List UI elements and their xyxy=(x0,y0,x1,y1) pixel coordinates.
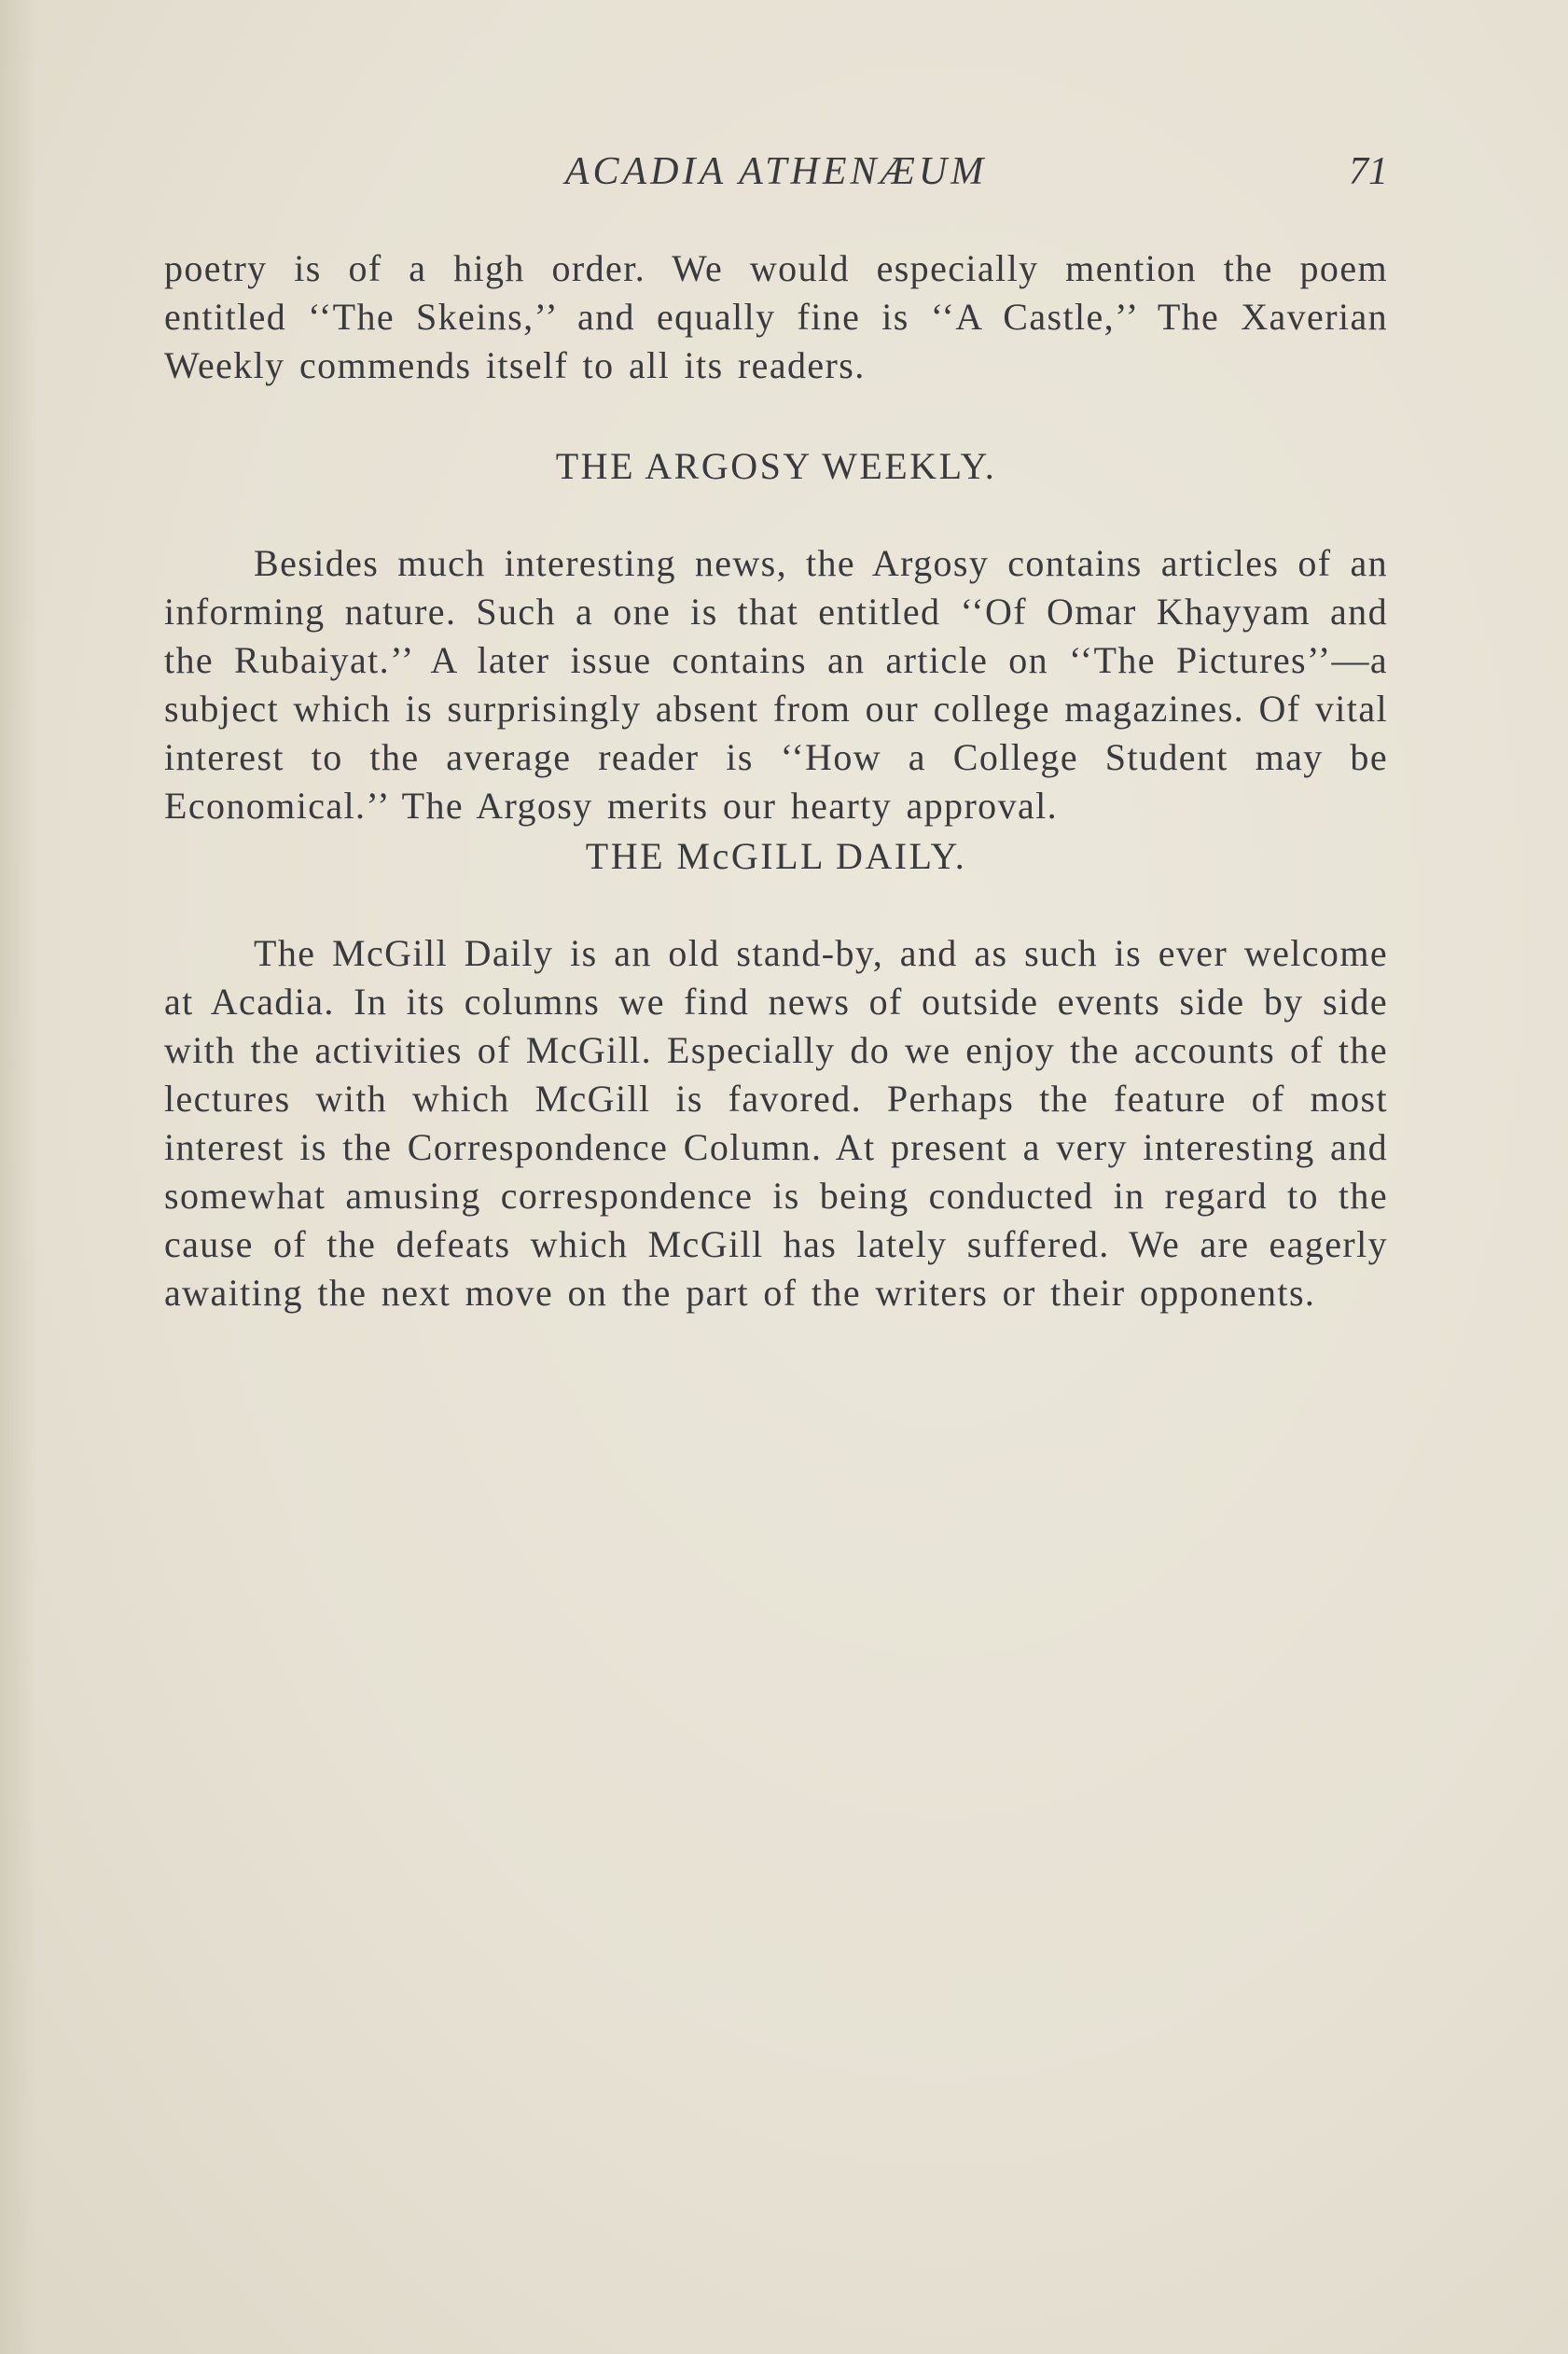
argosy-heading: THE ARGOSY WEEKLY. xyxy=(555,445,997,487)
page-number: 71 xyxy=(1349,150,1388,193)
mcgill-paragraph: The McGill Daily is an old stand-by, and as such is ever welcome at Acadia. In its columns we find news of outside events side by side with the activities of McGill. Especially do we enjoy the accounts of the lectures with which McGill is favored. Perhaps the feature of most interest is the Correspondence Column. At present a very interesting and somewhat amusing correspondence is being conducted in regard to the cause of the defeats which McGill has lately suffered. We are eagerly awaiting the next move on the part of the writers or their opponents. xyxy=(164,932,1388,1314)
mcgill-heading: THE McGILL DAILY. xyxy=(585,835,967,877)
opening-paragraph: poetry is of a high order. We would especially mention the poem entitled ‘‘The Skeins,’’ and equally fine is ‘‘A Castle,’’ The Xaverian Weekly commends itself to all its readers. xyxy=(164,247,1388,386)
page-spine-shadow xyxy=(0,0,37,2354)
page-header xyxy=(164,149,1388,205)
argosy-paragraph: Besides much interesting news, the Argosy contains articles of an informing nature. Such a one is that entitled ‘‘Of Omar Khayyam and the Rubaiyat.’’ A later issue contains an article on ‘‘The Pictures’’—a subject which is surprisingly absent from our college magazines. Of vital interest to the average reader is ‘‘How a College Student may be Economical.’’ The Argosy merits our hearty approval. xyxy=(164,542,1388,827)
page-body xyxy=(164,244,1388,1317)
running-title: ACADIA ATHENÆUM xyxy=(564,150,988,193)
